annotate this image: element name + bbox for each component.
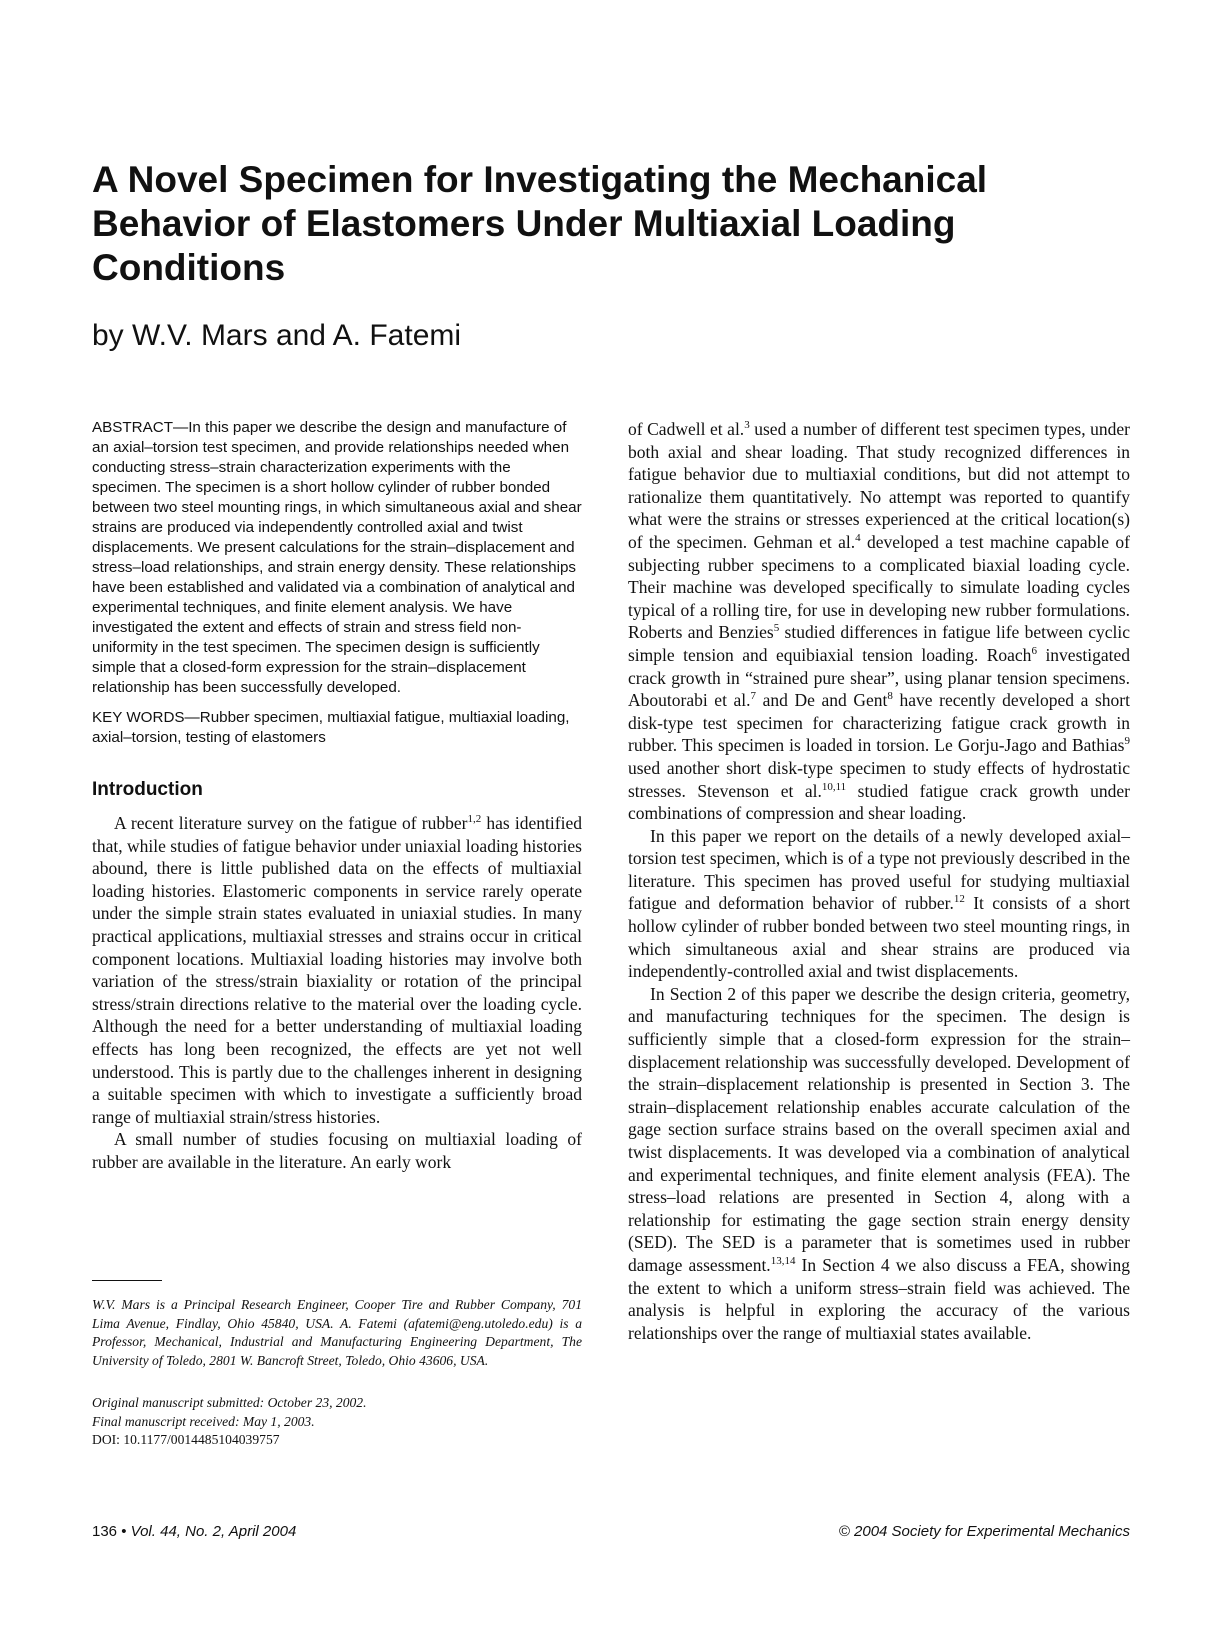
citation: 1,2 xyxy=(467,813,482,826)
author-byline: by W.V. Mars and A. Fatemi xyxy=(92,319,462,352)
title-line-3: Conditions xyxy=(92,247,286,288)
left-column xyxy=(92,418,582,1174)
abstract: ABSTRACT—In this paper we describe the design and manufacture of an axial–torsion test specimen, and provide relationships needed when conducting stress–strain characterization experiments with the specimen. The specimen is a short hollow cylinder of rubber bonded between two steel mounting rings, in which simultaneous axial and shear strains are produced via independently controlled axial and twist displacements. We present calculations for the strain–displacement and stress–load relationships, and strain energy density. These relationships have been established and validated via a combination of analytical and experimental techniques, and finite element analysis. We have investigated the extent and effects of strain and stress field non-uniformity in the test specimen. The specimen design is sufficiently simple that a closed-form expression for the strain–displacement relationship has been successfully developed. xyxy=(92,419,582,696)
title-line-2: Behavior of Elastomers Under Multiaxial Loading xyxy=(92,203,956,244)
bullet-separator: • xyxy=(121,1523,127,1540)
page-number: 136 xyxy=(92,1523,118,1540)
citation: 10,11 xyxy=(821,780,847,793)
citation: 8 xyxy=(887,690,893,703)
section-heading-introduction: Introduction xyxy=(92,779,203,800)
citation: 4 xyxy=(855,532,861,545)
keywords: KEY WORDS—Rubber specimen, multiaxial fatigue, multiaxial loading, axial–torsion, testing of elastomers xyxy=(92,709,570,746)
citation: 6 xyxy=(1031,645,1037,658)
citation: 7 xyxy=(750,690,757,703)
doi: DOI: 10.1177/0014485104039757 xyxy=(92,1432,280,1447)
intro-paragraph-3: In this paper we report on the details of a newly developed axial–torsion test specimen, which is of a type not previously described in the literature. This specimen has proved useful for studying multiaxial fatigue and deformation behavior of rubber.$^{12}$ It consists of a short hollow cylinder of rubber bonded between two steel mounting rings, in which simultaneous axial and shear strains are produced via independently-controlled axial and twist displacements. xyxy=(628,825,1130,982)
journal-volume: Vol. 44, No. 2, April 2004 xyxy=(130,1523,297,1540)
intro-paragraph-2: A small number of studies focusing on multiaxial loading of rubber are available in the literature. An early work xyxy=(92,1129,582,1172)
intro-paragraph-4: In Section 2 of this paper we describe the design criteria, geometry, and manufacturing techniques for the specimen. The design is sufficiently simple that a closed-form expression for the strain–displacement relationship was successfully developed. Development of the strain–displacement relationship is presented in Section 3. The strain–displacement relationship enables accurate calculation of the gage section surface strains based on the overall specimen axial and twist displacements. It was developed via a combination of analytical and experimental techniques, and finite element analysis (FEA). The stress–load relations are presented in Section 4, along with a relationship for estimating the gage section strain energy density (SED). The SED is a parameter that is sometimes used in rubber damage assessment.$^{13,14}$ In Section 4 we also discuss a FEA, showing the extent to which a uniform stress–strain field was achieved. The analysis is helpful in exploring the accuracy of the various relationships over the range of multiaxial states available. xyxy=(628,983,1130,1343)
copyright-notice: © 2004 Society for Experimental Mechanics xyxy=(838,1523,1130,1540)
manuscript-info xyxy=(92,1394,582,1450)
received-date: Final manuscript received: May 1, 2003. xyxy=(92,1413,315,1429)
citation: 3 xyxy=(744,419,750,432)
intro-paragraph-1: A recent literature survey on the fatigue of rubber$^{1,2}$ has identified that, while studies of fatigue behavior under uniaxial loading histories abound, there is little published data on the effects of multiaxial loading histories. Elastomeric components in service rarely operate under the simple strain states evaluated in uniaxial studies. In many practical applications, multiaxial stresses and strains occur in critical component locations. Multiaxial loading histories may involve both variation of the stress/strain biaxiality or rotation of the principal stress/strain directions relative to the material over the loading cycle. Although the need for a better understanding of multiaxial loading effects has long been recognized, the effects are yet not well understood. This is partly due to the challenges inherent in designing a suitable specimen with which to investigate a sufficiently broad range of multiaxial strain/stress histories. xyxy=(92,813,582,1127)
intro-paragraph-2-continued: of Cadwell et al.$^3$ used a number of different test specimen types, under both axial and shear loading. That study recognized differences in fatigue behavior due to multiaxial conditions, but did not attempt to rationalize them quantitatively. No attempt was reported to quantify what were the strains or stresses experienced at the critical location(s) of the specimen. Gehman et al.$^4$ developed a test machine capable of subjecting rubber specimens to a complicated biaxial loading cycle. Their machine was developed specifically to simulate loading cycles typical of a rolling tire, for use in developing new rubber formulations. Roberts and Benzies$^5$ studied differences in fatigue life between cyclic simple tension and equibiaxial tension loading. Roach$^6$ investigated crack growth in “strained pure shear”, using planar tension specimens. Aboutorabi et al.$^7$ and De and Gent$^8$ have recently developed a short disk-type test specimen for characterizing fatigue crack growth in rubber. This specimen is loaded in torsion. Le Gorju-Jago and Bathias$^9$ used another short disk-type specimen to study effects of hydrostatic stresses. Stevenson et al.$^{10,11}$ studied fatigue crack growth under combinations of compression and shear loading. xyxy=(628,419,1131,824)
citation: 13,14 xyxy=(770,1255,796,1268)
citation: 9 xyxy=(1124,735,1130,748)
submitted-date: Original manuscript submitted: October 23, 2002. xyxy=(92,1395,367,1410)
citation: 5 xyxy=(773,622,780,635)
paper-title xyxy=(92,158,1052,290)
page-footer-left xyxy=(92,1522,296,1542)
title-line-1: A Novel Specimen for Investigating the Mechanical xyxy=(92,159,988,200)
author-affiliation-footnote: W.V. Mars is a Principal Research Engineer, Cooper Tire and Rubber Company, 701 Lima Avenue, Findlay, Ohio 45840, USA. A. Fatemi (afatemi@eng.utoledo.edu) is a Professor, Mechanical, Industrial and Manufacturing Engineering Department, The University of Toledo, 2801 W. Bancroft Street, Toledo, Ohio 43606, USA. xyxy=(92,1297,582,1368)
right-column xyxy=(628,418,1130,1344)
footnote-divider xyxy=(92,1280,162,1281)
citation: 12 xyxy=(953,893,965,906)
